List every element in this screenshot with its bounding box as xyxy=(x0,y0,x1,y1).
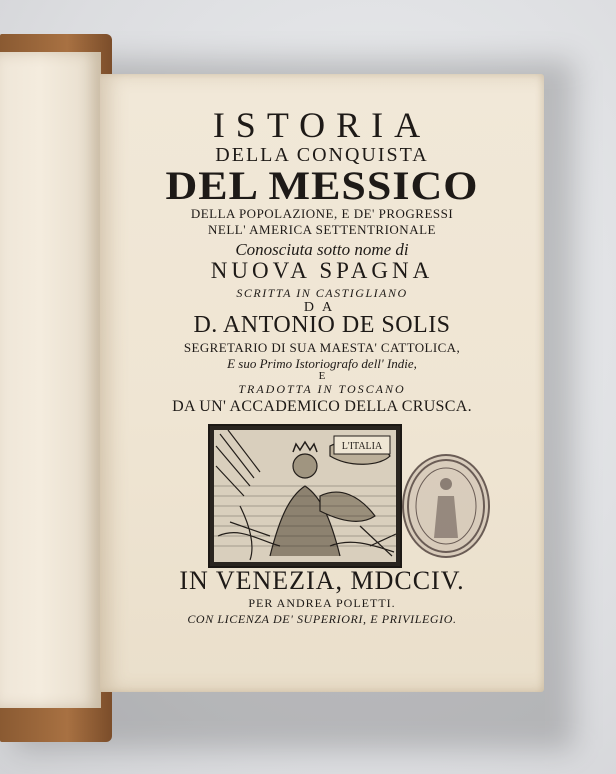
vignette-banner-text: L'ITALIA xyxy=(341,441,383,452)
title-del-messico: DEL MESSICO xyxy=(165,162,479,209)
subtitle-line-1: DELLA POPOLAZIONE, E DE' PROGRESSI xyxy=(190,206,454,221)
woodcut-vignette xyxy=(208,424,402,568)
by-label: DA xyxy=(303,300,341,315)
written-in-castilian: SCRITTA IN CASTIGLIANO xyxy=(236,286,408,300)
title-istoria: ISTORIA xyxy=(212,105,432,145)
imprint-place-date: IN VENEZIA, MDCCIV. xyxy=(179,566,465,595)
and-label: E xyxy=(318,370,326,382)
subtitle-line-3: Conosciuta sotto nome di xyxy=(235,240,409,259)
title-della-conquista: DELLA CONQUISTA xyxy=(215,144,429,166)
translated-label: TRADOTTA IN TOSCANO xyxy=(238,382,406,396)
title-nuova-spagna: NUOVA SPAGNA xyxy=(210,258,434,283)
author-title-2: E suo Primo Istoriografo dell' Indie, xyxy=(227,356,417,371)
author-name: D. ANTONIO DE SOLIS xyxy=(193,312,451,338)
library-stamp xyxy=(402,454,490,558)
translator-line: DA UN' ACCADEMICO DELLA CRUSCA. xyxy=(172,398,472,415)
left-blank-page xyxy=(0,52,101,708)
imprint-publisher: PER ANDREA POLETTI. xyxy=(248,596,396,610)
title-page xyxy=(100,74,544,692)
author-title-1: SEGRETARIO DI SUA MAESTA' CATTOLICA, xyxy=(183,340,461,355)
subtitle-line-2: NELL' AMERICA SETTENTRIONALE xyxy=(208,222,436,237)
imprint-license: CON LICENZA DE' SUPERIORI, E PRIVILEGIO. xyxy=(187,612,457,626)
